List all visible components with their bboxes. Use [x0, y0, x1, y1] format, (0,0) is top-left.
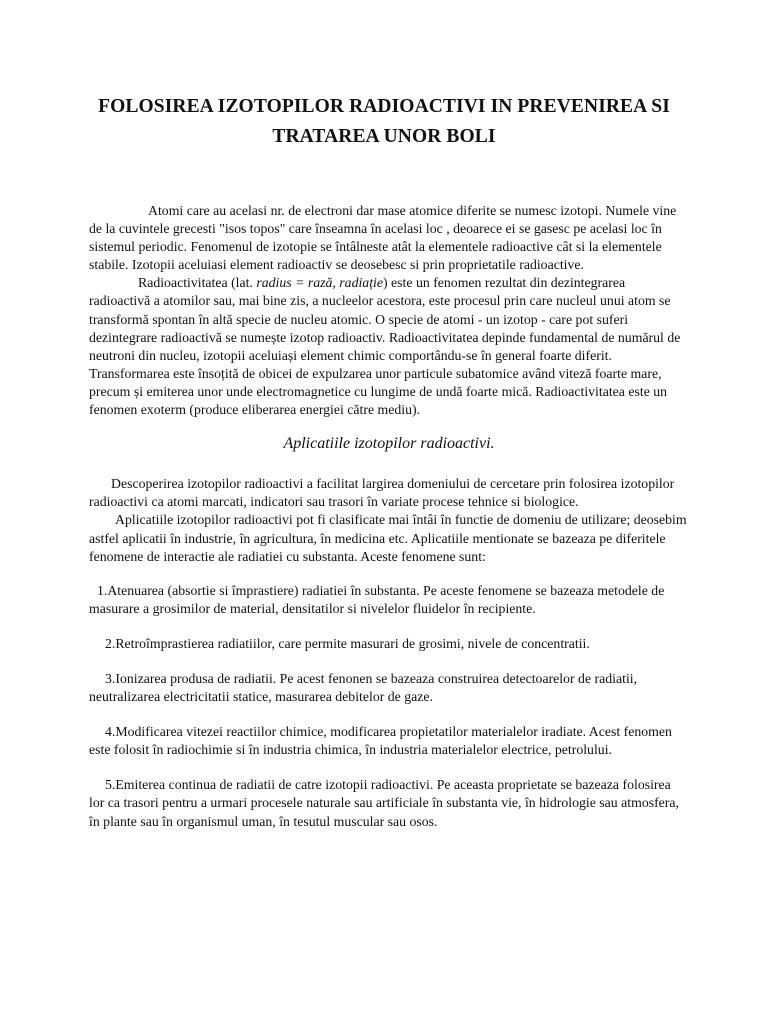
- radioactivity-paragraph: [89, 274, 689, 419]
- phenomenon-item-4: 4.Modificarea vitezei reactiilor chimice, modificarea propietatilor materialelor iradiate. Acest fenomen este folosit în radiochimie si în industria chimica, în industria materialelor electrice, petrolului.: [89, 724, 672, 758]
- radioactivity-lead: Radioactivitatea (lat.: [138, 275, 253, 291]
- phenomenon-item-2: 2.Retroîmprastierea radiatiilor, care permite masurari de grosimi, nivele de concentratii.: [105, 635, 590, 651]
- radioactivity-text: ) este un fenomen rezultat din dezintegrarea radioactivă a atomilor sau, mai bine zis, a nucleelor acestora, este procesul prin care nucleul unui atom se transformă spontan în altă specie de nucleu atomic. O specie de atomi - un izotop - care pot suferi dezintegrare radioactivă se numește izotop radioactiv. Radioactivitatea depinde fundamental de numărul de neutroni din nucleu, izotopii aceluiași element chimic comportându-se în general foarte diferit. Transformarea este însoțită de obicei de expulzarea unor particule subatomice având viteză foarte mare, precum și emiterea unor unde electromagnetice cu lungime de undă foarte mică. Radioactivitatea este un fenomen exoterm (produce eliberarea energiei către mediu).: [89, 275, 681, 418]
- phenomenon-item-1: 1.Atenuarea (absortie si împrastiere) radiatiei în substanta. Pe aceste fenomene se bazeaza metodele de masurare a grosimilor de material, densitatilor si nivelelor fluidelor în recipiente.: [89, 582, 665, 616]
- document-title: FOLOSIREA IZOTOPILOR RADIOACTIVI IN PREVENIREA SI TRATAREA UNOR BOLI: [98, 96, 670, 147]
- applications-paragraph: Aplicatiile izotopilor radioactivi pot fi clasificate mai întâi în functie de domeniu de utilizare; deosebim astfel aplicatii în industrie, în agricultura, în medicina etc. Aplicatiile mentionate se bazeaza pe diferitele fenomene de interactie ale radiatiei cu substanta. Aceste fenomene sunt:: [89, 512, 687, 564]
- intro-paragraph: Atomi care au acelasi nr. de electroni dar mase atomice diferite se numesc izotopi. Numele vine de la cuvintele grecesti "isos topos" care înseamna în acelasi loc , deoarece ei se gasesc pe acelasi loc în sistemul periodic. Fenomenul de izotopie se întâlneste atât la elementele radioactive cât si la elementele stabile. Izotopii aceluiasi element radioactiv se deosebesc si prin proprietatile radioactive.: [89, 203, 677, 273]
- phenomenon-item-5: 5.Emiterea continua de radiatii de catre izotopii radioactivi. Pe aceasta proprietate se bazeaza folosirea lor ca trasori pentru a urmari procesele naturale sau artificiale în substanta vie, în hidrologie sau atmosfera, în plante sau în organismul uman, în tesutul muscular sau osos.: [89, 777, 679, 829]
- section-subheading: Aplicatiile izotopilor radioactivi.: [283, 435, 495, 453]
- phenomenon-item-3: 3.Ionizarea produsa de radiatii. Pe acest fenonen se bazeaza construirea detectoarelor de radiatii, neutralizarea electricitatii statice, masurarea debitelor de gaze.: [89, 670, 638, 705]
- document-body: [89, 202, 689, 831]
- discovery-paragraph: Descoperirea izotopilor radioactivi a facilitat largirea domeniului de cercetare prin folosirea izotopilor radioactivi ca atomi marcati, indicatori sau trasori în variate procese tehnice si biologice.: [89, 476, 675, 510]
- radioactivity-etymology: radius = rază, radiație: [256, 275, 383, 291]
